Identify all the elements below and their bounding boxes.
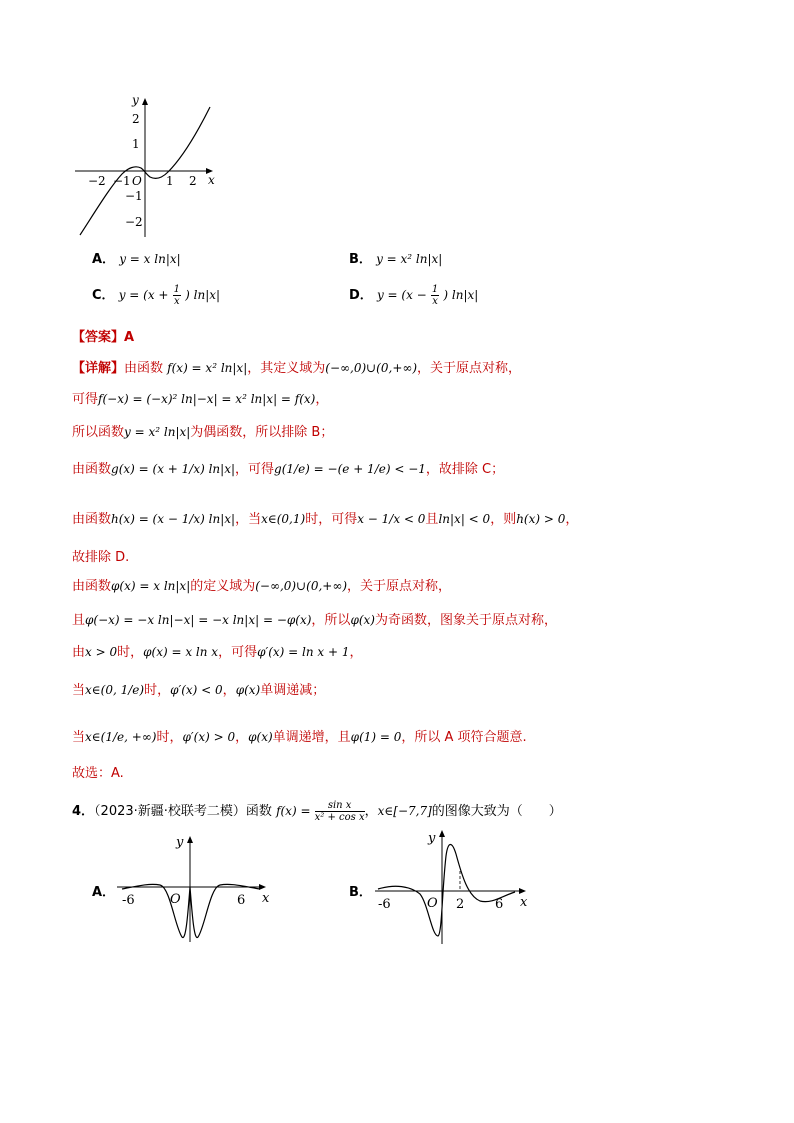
detail-line-7 [72,575,451,594]
text: ， [235,730,249,745]
math: h(x) = (x − 1/x) ln|x| [111,512,236,526]
option-d [349,284,478,307]
answer-tag: 【答案】 [72,330,125,345]
math: (−∞,0)∪(0,+∞) [325,361,418,375]
text: ，其定义域为 [247,361,326,376]
detail-tag: 【详解】 [72,361,125,376]
text: 时， [156,730,183,745]
q4a-x-label: x [262,891,270,906]
q4b-origin: O [427,896,438,911]
math: y = x² ln|x| [124,425,191,439]
graph1-xtick-1: 1 [166,174,174,188]
text: 所以函数 [72,425,125,440]
graph1-ytick-2: 2 [132,112,140,126]
text: 时，可得 [305,512,358,527]
detail-line-10 [72,679,325,698]
q4-denominator: x² + cos x [314,812,365,823]
q4-number: 4． [72,804,95,819]
q4-source: （2023·新疆·校联考二模） [94,804,246,819]
text: 单调递增，且 [272,730,351,745]
math: g(x) = (x + 1/x) ln|x| [111,462,236,476]
q4-option-a-graph [112,832,272,947]
graph1-ytick-m2: −2 [125,215,143,229]
detail-line-1 [72,357,521,376]
math: x∈(1/e, +∞) [85,730,157,744]
q4a-origin: O [170,892,181,907]
text: ，可得 [235,462,275,477]
math: φ′(x) > 0 [182,730,236,744]
answer-line [72,326,134,345]
answer-value: A [124,330,135,345]
detail-line-2 [72,388,328,407]
detail-line-11 [72,726,527,745]
detail-line-8 [72,609,557,628]
text: 当 [72,730,86,745]
text: ，关于原点对称， [417,361,522,376]
math: φ(x) [350,613,375,627]
math: x > 0 [85,645,118,659]
q4a-right-tick: 6 [237,893,246,908]
math: φ′(x) < 0 [170,683,223,697]
detail-line-5 [72,508,578,527]
q4a-left-tick: -6 [122,893,135,908]
detail-line-9 [72,641,363,660]
text: 由 [72,645,86,660]
graph1-x-label: x [208,173,215,187]
graph1-origin: O [132,174,142,188]
q4-domain: x∈[−7,7] [377,804,432,818]
graph1-ytick-m1: −1 [125,189,143,203]
text: ，可得 [218,645,258,660]
option-d-pre: y = (x − [376,288,427,302]
detail-line-6 [72,546,129,565]
option-c-label: C． [92,288,115,303]
math: φ(x) [248,730,273,744]
q4b-right-tick: 6 [495,897,504,912]
math: ln|x| < 0 [438,512,491,526]
detail-line-4 [72,458,504,477]
option-a-label: A． [92,252,116,267]
text: 时， [117,645,144,660]
function-graph-1 [70,92,220,242]
math: x − 1/x < 0 [357,512,426,526]
math: h(x) > 0 [516,512,566,526]
text: 故选：A. [72,766,124,781]
math: f(x) = x² ln|x| [167,361,248,375]
text: 由函数 [72,579,112,594]
text: ，关于原点对称， [347,579,452,594]
math: x∈(0, 1/e) [85,683,145,697]
math: f(−x) = (−x)² ln|−x| = x² ln|x| = f(x) [98,392,316,406]
text: 单调递减； [260,683,326,698]
math: φ(x) [235,683,261,697]
text: 时， [144,683,171,698]
option-c-num: 1 [173,284,180,295]
text: ，所以 [311,613,351,628]
math: x∈(0,1) [261,512,306,526]
graph1-ytick-1: 1 [132,137,140,151]
option-c [92,284,220,307]
text: 为奇函数，图象关于原点对称， [374,613,557,628]
detail-line-12 [72,762,124,781]
option-b [349,248,442,267]
text: ，故排除 C； [425,462,505,477]
q4b-x-label: x [520,895,528,910]
detail-line-3 [72,421,333,440]
q4-text3: 的图像大致为（ ） [431,804,562,819]
option-b-expr: y = x² ln|x| [376,252,443,266]
math: g(1/e) = −(e + 1/e) < −1 [274,462,426,476]
text: 由函数 [72,462,112,477]
option-c-post: ) ln|x| [185,288,221,302]
option-d-num: 1 [431,284,439,295]
graph1-xtick-2: 2 [189,174,197,188]
q4b-y-label: y [428,831,436,846]
text: 且 [72,613,86,628]
option-d-label: D． [349,288,373,303]
text: ， [222,683,236,698]
question-4 [72,800,562,823]
option-b-label: B． [349,252,372,267]
text: 由函数 [124,361,164,376]
text: ，当 [235,512,262,527]
text: ，则 [490,512,517,527]
text: 为偶函数，所以排除 B； [190,425,334,440]
text: ， [565,512,579,527]
math: φ(1) = 0 [350,730,402,744]
text: ， [349,645,363,660]
option-d-den: x [432,296,438,307]
graph1-y-label: y [132,93,139,107]
option-c-den: x [173,296,180,307]
q4-option-b-label: B． [349,885,372,900]
math: (−∞,0)∪(0,+∞) [255,579,348,593]
q4-option-a-label: A． [92,885,116,900]
text: 当 [72,683,86,698]
math: φ(−x) = −x ln|−x| = −x ln|x| = −φ(x) [85,613,312,627]
option-a [92,248,181,267]
text: 可得 [72,392,99,407]
text: ，所以 A 项符合题意. [401,730,527,745]
q4b-left-tick: -6 [378,897,391,912]
graph1-xtick-m1: −1 [113,174,131,188]
math: φ(x) = x ln|x| [111,579,191,593]
text: 故排除 D. [72,550,130,565]
text: ， [315,392,329,407]
math: φ(x) = x ln x [143,645,219,659]
q4-numerator: sin x [315,800,365,812]
text: 由函数 [72,512,112,527]
math: φ′(x) = ln x + 1 [257,645,350,659]
q4b-mid-tick: 2 [456,897,465,912]
q4-fx: f(x) = [276,804,311,818]
q4-text1: 函数 [245,804,272,819]
option-c-pre: y = (x + [118,288,169,302]
q4a-y-label: y [176,835,184,850]
q4-text2: ， [364,804,378,819]
option-d-post: ) ln|x| [443,288,479,302]
q4-option-b-graph [370,826,535,946]
text: 且 [425,512,439,527]
text: 的定义域为 [190,579,256,594]
graph1-xtick-m2: −2 [88,174,106,188]
option-a-expr: y = x ln|x| [119,252,181,266]
